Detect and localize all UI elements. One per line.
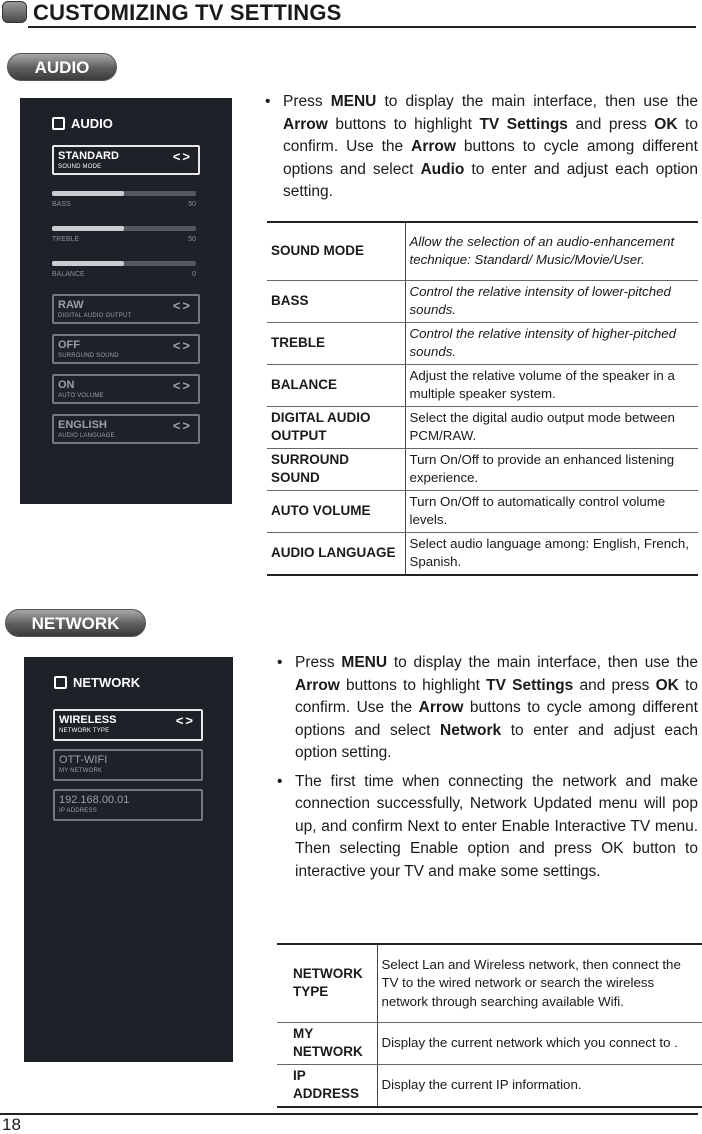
header-rule [28,26,696,28]
setting-description: Control the relative intensity of lower-pitched sounds. [405,280,698,322]
header-icon [2,1,27,23]
text-run: to confirm. Use the [295,676,698,716]
bold-text: TV Settings [486,676,574,694]
option-label: NETWORK TYPE [59,728,110,734]
text-run: The first time when connecting the network and make connection successfully, Network Updated menu will pop up, and confirm Next to enter Enable Interactive TV menu. Then selecting Enable option and press OK button to interactive your TV and make some settings. [295,772,698,880]
table-row [267,280,698,322]
instruction-bullet [275,771,698,884]
audio-instructions [263,91,698,210]
setting-name: BASS [267,280,405,322]
left-right-arrows-icon[interactable]: <> [172,338,192,353]
instruction-bullet [275,652,698,765]
table-row [277,1022,702,1064]
network-instructions [275,652,698,889]
table-row [267,406,698,448]
left-right-arrows-icon[interactable]: <> [172,378,192,393]
bold-text: TV Settings [479,115,568,133]
audio-screen-title [52,116,113,131]
setting-name: MY NETWORK [277,1022,377,1064]
audio-option-digital-audio-output[interactable] [52,294,200,324]
text-run: buttons to cycle among different options and select [283,138,698,178]
page-number: 18 [2,1115,21,1134]
setting-name: AUTO VOLUME [267,490,405,532]
option-label: SURROUND SOUND [58,353,119,359]
bold-text: Audio [420,160,465,178]
option-label: MY NETWORK [59,768,103,774]
setting-description: Select the digital audio output mode between PCM/RAW. [405,406,698,448]
option-value: 192.168.00.01 [59,794,130,806]
slider-fill [52,191,124,196]
setting-name: SOUND MODE [267,222,405,280]
audio-tv-screen [20,98,232,504]
text-run: buttons to highlight [327,115,480,133]
instruction-bullet [263,91,698,204]
option-label: AUTO VOLUME [58,393,104,399]
bold-text: OK [655,676,679,694]
footer-rule [0,1113,698,1115]
slider-value: 50 [188,201,196,208]
setting-name: SURROUND SOUND [267,448,405,490]
text-run: to confirm. Use the [283,115,698,155]
checkbox-icon [52,117,65,130]
text-run: buttons to highlight [339,676,487,694]
checkbox-icon [54,676,67,689]
page-title: CUSTOMIZING TV SETTINGS [33,0,342,25]
option-value: ENGLISH [58,419,107,431]
bold-text: Arrow [418,699,464,716]
setting-description: Display the current network which you connect to . [377,1022,702,1064]
slider-fill [52,226,124,231]
slider-label: BALANCE [52,271,85,278]
bold-text: Arrow [411,138,456,155]
setting-name: NETWORK TYPE [277,944,377,1022]
text-run: to display the main interface, then use the [376,93,698,110]
left-right-arrows-icon[interactable]: <> [175,713,195,728]
option-value: OTT-WIFI [59,754,108,766]
setting-name: TREBLE [267,322,405,364]
setting-description: Select Lan and Wireless network, then connect the TV to the wired network or search the wireless network through searching available Wifi. [377,944,702,1022]
option-value: ON [58,379,75,391]
slider-fill [52,261,124,266]
setting-description: Allow the selection of an audio-enhancement technique: Standard/ Music/Movie/User. [405,222,698,280]
setting-name: AUDIO LANGUAGE [267,532,405,575]
setting-name: BALANCE [267,364,405,406]
audio-option-auto-volume[interactable] [52,374,200,404]
audio-option-sound-mode[interactable] [52,145,200,175]
slider-value: 0 [192,271,196,278]
balance-slider[interactable] [52,261,196,281]
network-option-network-type[interactable] [53,709,203,741]
text-run: to display the main interface, then use the [387,654,698,671]
table-row [277,1064,702,1107]
setting-description: Turn On/Off to provide an enhanced listening experience. [405,448,698,490]
audio-screen-title-text: AUDIO [71,116,113,131]
table-row [277,944,702,1022]
table-row [267,322,698,364]
bold-text: Network [440,721,502,739]
network-option-my-network[interactable] [53,749,203,781]
option-value: RAW [58,299,84,311]
text-run: Press [295,654,342,671]
setting-description: Adjust the relative volume of the speaker in a multiple speaker system. [405,364,698,406]
option-value: OFF [58,339,80,351]
text-run: to enter and adjust each option setting. [295,721,698,761]
text-run: Press [283,93,331,110]
treble-slider[interactable] [52,226,196,246]
text-run: and press [567,115,655,133]
text-run: buttons to cycle among different options and select [295,699,698,739]
table-row [267,490,698,532]
setting-name: DIGITAL AUDIO OUTPUT [267,406,405,448]
table-row [267,222,698,280]
audio-settings-table [267,221,698,576]
text-run: to enter and adjust each option setting. [283,160,698,200]
option-value: STANDARD [58,150,119,162]
setting-description: Select audio language among: English, French, Spanish. [405,532,698,575]
network-option-ip-address[interactable] [53,789,203,821]
table-row [267,448,698,490]
slider-value: 50 [188,236,196,243]
audio-section-pill: AUDIO [7,53,117,81]
text-run: and press [573,676,656,694]
table-row [267,532,698,575]
option-label: IP ADDRESS [59,808,97,814]
option-label: SOUND MODE [58,164,102,170]
left-right-arrows-icon[interactable]: <> [172,418,192,433]
bold-text: Arrow [295,676,340,694]
slider-label: TREBLE [52,236,80,243]
bass-slider[interactable] [52,191,196,211]
audio-option-audio-language[interactable] [52,414,200,444]
network-section-pill: NETWORK [5,609,146,637]
network-tv-screen [24,657,233,1062]
option-value: WIRELESS [59,714,117,726]
network-screen-title-text: NETWORK [73,675,141,690]
setting-description: Control the relative intensity of higher-pitched sounds. [405,322,698,364]
setting-name: IP ADDRESS [277,1064,377,1107]
bold-text: Arrow [283,115,328,133]
option-label: DIGITAL AUDIO OUTPUT [58,313,132,319]
table-row [267,364,698,406]
left-right-arrows-icon[interactable]: <> [172,149,192,164]
bold-text: MENU [330,93,377,110]
left-right-arrows-icon[interactable]: <> [172,298,192,313]
setting-description: Display the current IP information. [377,1064,702,1107]
option-label: AUDIO LANGUAGE [58,433,115,439]
audio-option-surround-sound[interactable] [52,334,200,364]
network-settings-table [277,943,702,1108]
slider-label: BASS [52,201,71,208]
bold-text: MENU [341,654,388,671]
network-screen-title [54,675,140,690]
bold-text: OK [654,115,678,133]
setting-description: Turn On/Off to automatically control volume levels. [405,490,698,532]
